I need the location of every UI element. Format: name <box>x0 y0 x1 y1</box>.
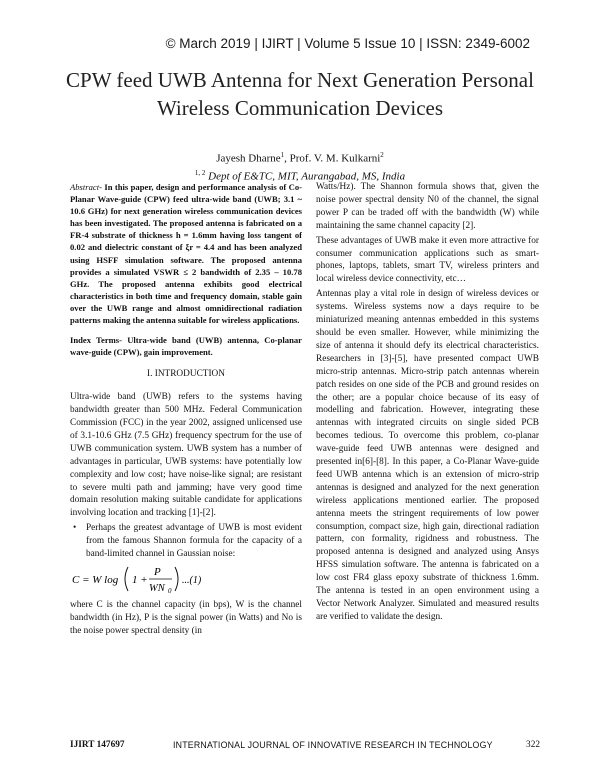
right-paren <box>175 567 178 591</box>
page-footer <box>70 740 540 754</box>
author-1: Jayesh Dharne <box>216 152 281 165</box>
shannon-equation <box>70 561 302 597</box>
equation-denominator: WN <box>149 583 165 594</box>
equation-denominator-sub: 0 <box>168 587 172 595</box>
footer-paper-id: IJIRT 147697 <box>70 740 125 750</box>
bullet-list <box>70 522 302 561</box>
right-paragraph-1: Watts/Hz). The Shannon formula shows that, given the noise power spectral density N0 of the channel, the signal power P can be traded off with the bandwidth (W) while maintaining the same channel capacity [2]. <box>316 182 539 231</box>
author-names <box>40 148 560 166</box>
abstract <box>70 181 302 326</box>
bullet-item: • Perhaps the greatest advantage of UWB is most evident from the famous Shannon formula for the capacity of a band-limited channel in Gaussian noise: <box>86 522 302 561</box>
paper-title <box>40 66 560 122</box>
index-terms: Index Terms- Ultra-wide band (UWB) antenna, Co-planar wave-guide (CPW), gain improvement. <box>70 335 302 358</box>
title-line-1: CPW feed UWB Antenna for Next Generation Personal <box>66 68 534 92</box>
equation-lhs: C = W log <box>72 574 119 586</box>
right-paragraph-2: These advantages of UWB make it even more attractive for consumer communication applications such as smart-phones, laptops, tablets, smart TV, wireless printers and local wireless device connectivity, etc… <box>316 235 539 285</box>
left-paren <box>125 567 128 591</box>
abstract-label: Abstract- <box>70 182 102 192</box>
equation-graphic <box>72 561 302 597</box>
intro-paragraph-2: where C is the channel capacity (in bps), W is the channel bandwidth (in Hz), P is the signal power (in Watts) and No is the noise power spectral density (in <box>70 600 302 636</box>
author-2-sup: 2 <box>380 151 384 159</box>
equation-numerator: P <box>154 566 161 578</box>
title-line-2: Wireless Communication Devices <box>156 96 444 120</box>
affiliation-sup: 1, 2 <box>194 168 206 177</box>
section-heading: I. INTRODUCTION <box>147 369 225 380</box>
left-column <box>70 181 302 640</box>
right-paragraph-3: Antennas play a vital role in design of wireless devices or systems. Wireless systems now a days require to be miniaturized meaning antennas embedded in this systems should be even smaller. However, while minimizing the size of antenna it should defy its electrical characteristics. Researchers in [3]-[5], have presented compact UWB micro-strip antennas. Micro-strip patch antennas wherein patch resides on one side of the PCB and ground resides on the other; are a popular choice because of its easy of modelling and fabrication. However, integrating these antennas with integrated circuits on single sided PCB becomes tedious. To overcome this problem, co-planar wave-guide feed UWB antennas were designed and presented in[6]-[8]. In this paper, a Co-Planar Wave-guide feed UWB antenna which is an extension of micro-strip antennas is designed and analyzed for the next generation wireless applications mentioned earlier. The proposed antenna meets the stringent requirements of low power consumption, compact size, high gain, directional radiation pattern, con formality, rigidness and robustness. The proposed antenna is designed and analyzed using Ansys HFSS simulation software. The antenna is fabricated on a low cost FR4 glass epoxy substrate of thickness 1.6mm. The antenna is tested in an open environment using a Vector Network Analyzer. Simulated and measured results are verified to validate the design. <box>316 289 539 622</box>
journal-header: © March 2019 | IJIRT | Volume 5 Issue 10 | ISSN: 2349-6002 <box>165 36 530 51</box>
author-1-sup: 1 <box>280 151 285 159</box>
footer-journal: INTERNATIONAL JOURNAL OF INNOVATIVE RESEARCH IN TECHNOLOGY <box>173 740 493 750</box>
abstract-text: In this paper, design and performance analysis of Co-Planar Wave-guide (CPW) feed ultra-wide band (UWB; 3.1 ~ 10.6 GHz) for next generation wireless communication devices has been investigated. The proposed antenna is fabricated on a FR-4 substrate of thickness h = 1.6mm having loss tangent of 0.02 and dielectric constant of ξr = 4.4 and has been analyzed using HSFF simulation software. The proposed antenna provides a simulated VSWR ≤ 2 bandwidth of 2.35 – 10.78 GHz. The proposed antenna exhibits good electrical characteristics in both time and frequency domain, stable gain over the UWB range and almost omnidirectional radiation patterns making the antenna suitable for wireless applications. <box>70 182 302 326</box>
equation-one-plus: 1 + <box>132 574 148 586</box>
author-2: , Prof. V. M. Kulkarni <box>284 152 381 165</box>
affiliation-text: Dept of E&TC, MIT, Aurangabad, MS, India <box>205 170 406 183</box>
equation-label: ...(1) <box>182 575 202 586</box>
intro-paragraph-1: Ultra-wide band (UWB) refers to the systems having bandwidth greater than 500 MHz. Federal Communication Commission (FCC) in the year 2002, assigned unlicensed use of 3.1-10.6 GHz (7.5 GHz) frequency spectrum for the use of UWB communication system. UWB system has a number of advantages in particular, UWB systems: have potentially low complexity and low cost; have noise-like signal; are resistant to severe multi path and jamming; have very good time domain resolution making suitable candidate for applications involving location and tracking [1]-[2]. <box>70 392 302 519</box>
page-number: 322 <box>526 740 540 750</box>
right-column <box>316 181 539 626</box>
author-block <box>40 148 560 183</box>
